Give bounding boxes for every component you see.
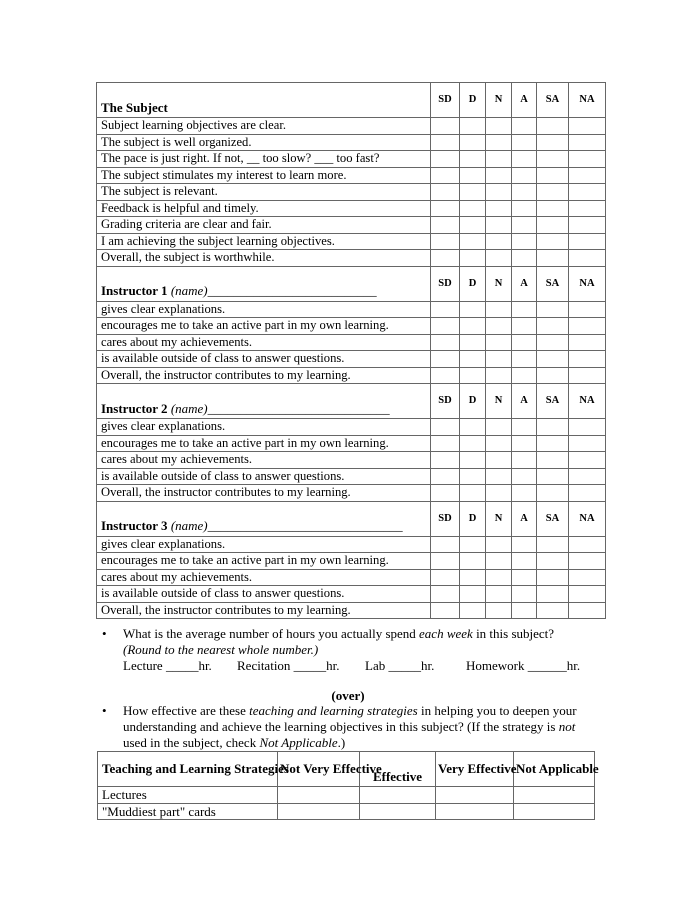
statement-cell: The subject stimulates my interest to learn more. [97, 167, 431, 184]
rating-cell-na[interactable] [569, 452, 606, 469]
section-title-cell [97, 266, 431, 301]
rating-cell-sa[interactable] [537, 452, 569, 469]
section-title-cell [97, 83, 431, 118]
strategies-question-text: How effective are these teaching and learning strategies in helping you to deepen your understanding and achieve the learning objectives in this subject? (If the strategy is not used in the subject, check Not Applicable.) [123, 703, 577, 750]
rating-row [97, 586, 606, 603]
statement-cell: Subject learning objectives are clear. [97, 118, 431, 135]
rating-row [97, 134, 606, 151]
rating-cell-n[interactable] [486, 367, 512, 384]
rating-cell-sa[interactable] [537, 250, 569, 267]
recitation-hours-field[interactable]: Recitation _____hr. [237, 658, 340, 673]
rating-cell-na[interactable] [569, 468, 606, 485]
strategy-rating-cell[interactable] [514, 787, 595, 804]
scale-header-d: D [460, 384, 486, 419]
strategy-rating-cell[interactable] [278, 803, 360, 820]
rating-cell-na[interactable] [569, 419, 606, 436]
rating-cell-na[interactable] [569, 351, 606, 368]
rating-row [97, 250, 606, 267]
rating-row [97, 468, 606, 485]
over-label: (over) [331, 688, 365, 703]
rating-cell-n[interactable] [486, 536, 512, 553]
rating-cell-d[interactable] [460, 233, 486, 250]
rating-cell-a[interactable] [512, 586, 537, 603]
strategy-rating-cell[interactable] [360, 787, 436, 804]
rating-cell-d[interactable] [460, 151, 486, 168]
rating-row [97, 569, 606, 586]
rating-cell-a[interactable] [512, 553, 537, 570]
strategy-row [98, 787, 595, 804]
rating-cell-n[interactable] [486, 233, 512, 250]
strategy-rating-cell[interactable] [360, 803, 436, 820]
rating-cell-a[interactable] [512, 250, 537, 267]
statement-cell: The subject is well organized. [97, 134, 431, 151]
instructor-name-field[interactable]: ____________________________ [207, 400, 390, 416]
section-header-row [97, 266, 606, 301]
lab-hours-field[interactable]: Lab _____hr. [365, 658, 435, 673]
strategy-rating-cell[interactable] [436, 803, 514, 820]
rating-cell-sa[interactable] [537, 134, 569, 151]
scale-header-sd: SD [431, 501, 460, 536]
statement-cell: The pace is just right. If not, __ too slow? ___ too fast? [97, 151, 431, 168]
strategy-row [98, 803, 595, 820]
scale-header-n: N [486, 83, 512, 118]
scale-header-n: N [486, 384, 512, 419]
rating-cell-na[interactable] [569, 151, 606, 168]
instructor-name-label: (name) [170, 283, 208, 298]
rating-cell-n[interactable] [486, 569, 512, 586]
rating-row [97, 419, 606, 436]
statement-cell: Overall, the instructor contributes to my learning. [97, 602, 431, 619]
rating-cell-sa[interactable] [537, 167, 569, 184]
rating-cell-sd[interactable] [431, 167, 460, 184]
section-title: Instructor 1 [101, 283, 168, 298]
scale-header-a: A [512, 384, 537, 419]
rating-cell-d[interactable] [460, 301, 486, 318]
scale-header-a: A [512, 83, 537, 118]
statement-cell: Feedback is helpful and timely. [97, 200, 431, 217]
rating-cell-d[interactable] [460, 118, 486, 135]
statement-cell: Grading criteria are clear and fair. [97, 217, 431, 234]
scale-header-sd: SD [431, 83, 460, 118]
strategies-header-cell: Not Applicable [514, 752, 595, 787]
rating-cell-sa[interactable] [537, 367, 569, 384]
rating-cell-a[interactable] [512, 485, 537, 502]
rating-row [97, 151, 606, 168]
rating-cell-sd[interactable] [431, 602, 460, 619]
rating-cell-d[interactable] [460, 250, 486, 267]
strategy-name-cell: Lectures [98, 787, 278, 804]
bullet-icon: • [102, 703, 107, 718]
rating-cell-na[interactable] [569, 334, 606, 351]
rating-row [97, 301, 606, 318]
rating-cell-n[interactable] [486, 318, 512, 335]
statement-cell: gives clear explanations. [97, 536, 431, 553]
rating-cell-sd[interactable] [431, 118, 460, 135]
rating-cell-d[interactable] [460, 536, 486, 553]
rating-cell-a[interactable] [512, 569, 537, 586]
hours-question-note: (Round to the nearest whole number.) [123, 642, 319, 657]
rating-cell-a[interactable] [512, 301, 537, 318]
rating-cell-sa[interactable] [537, 569, 569, 586]
instructor-name-label: (name) [170, 400, 208, 416]
rating-cell-na[interactable] [569, 536, 606, 553]
statement-cell: encourages me to take an active part in my own learning. [97, 553, 431, 570]
bullet-icon: • [102, 626, 107, 641]
rating-cell-d[interactable] [460, 569, 486, 586]
rating-cell-sa[interactable] [537, 318, 569, 335]
rating-cell-a[interactable] [512, 334, 537, 351]
rating-cell-d[interactable] [460, 134, 486, 151]
rating-cell-a[interactable] [512, 452, 537, 469]
rating-cell-d[interactable] [460, 435, 486, 452]
strategy-rating-cell[interactable] [278, 787, 360, 804]
rating-cell-d[interactable] [460, 167, 486, 184]
rating-cell-sd[interactable] [431, 351, 460, 368]
ratings-table [96, 82, 606, 619]
rating-row [97, 351, 606, 368]
hours-question [102, 626, 602, 678]
rating-cell-a[interactable] [512, 351, 537, 368]
statement-cell: The subject is relevant. [97, 184, 431, 201]
rating-cell-sa[interactable] [537, 468, 569, 485]
rating-row [97, 452, 606, 469]
rating-cell-a[interactable] [512, 602, 537, 619]
scale-header-sa: SA [537, 83, 569, 118]
rating-cell-n[interactable] [486, 184, 512, 201]
rating-row [97, 602, 606, 619]
strategies-header-cell: Not Very Effective [278, 752, 360, 787]
rating-cell-n[interactable] [486, 452, 512, 469]
scale-header-na: NA [569, 266, 606, 301]
rating-cell-sd[interactable] [431, 536, 460, 553]
rating-cell-sd[interactable] [431, 200, 460, 217]
section-title-cell [97, 501, 431, 536]
rating-cell-n[interactable] [486, 419, 512, 436]
rating-cell-a[interactable] [512, 233, 537, 250]
rating-cell-sd[interactable] [431, 586, 460, 603]
statement-cell: I am achieving the subject learning objectives. [97, 233, 431, 250]
instructor-name-field[interactable]: __________________________ [207, 283, 377, 298]
rating-cell-sa[interactable] [537, 586, 569, 603]
scale-header-n: N [486, 501, 512, 536]
section-title-cell [97, 384, 431, 419]
rating-row [97, 233, 606, 250]
rating-row [97, 200, 606, 217]
rating-cell-n[interactable] [486, 435, 512, 452]
rating-cell-n[interactable] [486, 485, 512, 502]
rating-cell-sa[interactable] [537, 485, 569, 502]
strategies-header-cell: Effective [360, 752, 436, 787]
rating-cell-na[interactable] [569, 167, 606, 184]
rating-cell-sd[interactable] [431, 569, 460, 586]
rating-row [97, 367, 606, 384]
section-header-row [97, 384, 606, 419]
rating-cell-na[interactable] [569, 184, 606, 201]
scale-header-d: D [460, 501, 486, 536]
statement-cell: Overall, the subject is worthwhile. [97, 250, 431, 267]
rating-cell-d[interactable] [460, 367, 486, 384]
rating-cell-na[interactable] [569, 553, 606, 570]
statement-cell: Overall, the instructor contributes to my learning. [97, 367, 431, 384]
rating-cell-sd[interactable] [431, 485, 460, 502]
rating-cell-d[interactable] [460, 318, 486, 335]
rating-cell-na[interactable] [569, 200, 606, 217]
lecture-hours-field[interactable]: Lecture _____hr. [123, 658, 212, 673]
hours-question-text: What is the average number of hours you actually spend each week in this subject? (Round to the nearest whole number.) [123, 626, 555, 657]
rating-cell-a[interactable] [512, 318, 537, 335]
rating-cell-n[interactable] [486, 134, 512, 151]
strategies-question [102, 703, 602, 751]
scale-header-d: D [460, 83, 486, 118]
rating-cell-d[interactable] [460, 351, 486, 368]
rating-cell-na[interactable] [569, 301, 606, 318]
rating-cell-n[interactable] [486, 468, 512, 485]
rating-cell-na[interactable] [569, 485, 606, 502]
section-title: The Subject [101, 99, 168, 115]
rating-cell-sd[interactable] [431, 217, 460, 234]
rating-cell-a[interactable] [512, 468, 537, 485]
statement-cell: Overall, the instructor contributes to my learning. [97, 485, 431, 502]
strategies-header-cell: Teaching and Learning Strategies [98, 752, 278, 787]
rating-cell-d[interactable] [460, 184, 486, 201]
scale-header-na: NA [569, 501, 606, 536]
statement-cell: encourages me to take an active part in my own learning. [97, 318, 431, 335]
rating-cell-n[interactable] [486, 334, 512, 351]
rating-cell-a[interactable] [512, 217, 537, 234]
rating-cell-na[interactable] [569, 367, 606, 384]
rating-row [97, 334, 606, 351]
rating-cell-na[interactable] [569, 569, 606, 586]
rating-cell-n[interactable] [486, 351, 512, 368]
rating-cell-a[interactable] [512, 367, 537, 384]
rating-cell-sa[interactable] [537, 151, 569, 168]
rating-cell-sd[interactable] [431, 151, 460, 168]
statement-cell: encourages me to take an active part in my own learning. [97, 435, 431, 452]
rating-cell-a[interactable] [512, 536, 537, 553]
rating-cell-d[interactable] [460, 468, 486, 485]
homework-hours-field[interactable]: Homework ______hr. [466, 658, 581, 673]
strategy-rating-cell[interactable] [514, 803, 595, 820]
rating-cell-sd[interactable] [431, 468, 460, 485]
statement-cell: is available outside of class to answer questions. [97, 586, 431, 603]
rating-cell-sa[interactable] [537, 217, 569, 234]
rating-cell-sa[interactable] [537, 200, 569, 217]
rating-cell-sd[interactable] [431, 553, 460, 570]
rating-cell-na[interactable] [569, 217, 606, 234]
rating-cell-sa[interactable] [537, 334, 569, 351]
rating-row [97, 318, 606, 335]
section-title: Instructor 3 [101, 518, 168, 533]
statement-cell: cares about my achievements. [97, 334, 431, 351]
rating-cell-sa[interactable] [537, 553, 569, 570]
scale-header-a: A [512, 501, 537, 536]
rating-cell-sd[interactable] [431, 233, 460, 250]
rating-cell-d[interactable] [460, 200, 486, 217]
rating-cell-na[interactable] [569, 250, 606, 267]
rating-cell-na[interactable] [569, 118, 606, 135]
rating-cell-na[interactable] [569, 586, 606, 603]
rating-row [97, 485, 606, 502]
scale-header-a: A [512, 266, 537, 301]
rating-cell-d[interactable] [460, 602, 486, 619]
rating-cell-sa[interactable] [537, 184, 569, 201]
strategy-name-cell: "Muddiest part" cards [98, 803, 278, 820]
rating-cell-na[interactable] [569, 134, 606, 151]
scale-header-sa: SA [537, 501, 569, 536]
rating-cell-sa[interactable] [537, 602, 569, 619]
rating-cell-sd[interactable] [431, 334, 460, 351]
rating-cell-sd[interactable] [431, 452, 460, 469]
rating-cell-sd[interactable] [431, 435, 460, 452]
hours-fields [123, 658, 603, 674]
rating-cell-na[interactable] [569, 318, 606, 335]
rating-cell-sd[interactable] [431, 134, 460, 151]
strategies-header-row [98, 752, 595, 787]
rating-cell-na[interactable] [569, 435, 606, 452]
statement-cell: gives clear explanations. [97, 301, 431, 318]
rating-cell-n[interactable] [486, 301, 512, 318]
rating-cell-a[interactable] [512, 167, 537, 184]
rating-cell-a[interactable] [512, 200, 537, 217]
rating-cell-sa[interactable] [537, 435, 569, 452]
scale-header-sa: SA [537, 384, 569, 419]
rating-cell-a[interactable] [512, 134, 537, 151]
rating-cell-a[interactable] [512, 118, 537, 135]
scale-header-d: D [460, 266, 486, 301]
rating-cell-sd[interactable] [431, 250, 460, 267]
rating-cell-n[interactable] [486, 553, 512, 570]
rating-row [97, 553, 606, 570]
rating-cell-n[interactable] [486, 217, 512, 234]
section-header-row [97, 501, 606, 536]
strategies-table [97, 751, 599, 820]
rating-cell-na[interactable] [569, 602, 606, 619]
rating-row [97, 435, 606, 452]
scale-header-sd: SD [431, 384, 460, 419]
scale-header-na: NA [569, 384, 606, 419]
rating-cell-n[interactable] [486, 151, 512, 168]
rating-cell-d[interactable] [460, 334, 486, 351]
rating-row [97, 118, 606, 135]
scale-header-sd: SD [431, 266, 460, 301]
rating-row [97, 167, 606, 184]
rating-cell-sd[interactable] [431, 301, 460, 318]
rating-row [97, 217, 606, 234]
instructor-name-label: (name) [170, 518, 208, 533]
rating-cell-n[interactable] [486, 250, 512, 267]
rating-cell-sa[interactable] [537, 536, 569, 553]
rating-cell-n[interactable] [486, 602, 512, 619]
rating-cell-d[interactable] [460, 217, 486, 234]
strategy-rating-cell[interactable] [436, 787, 514, 804]
instructor-name-field[interactable]: ______________________________ [207, 518, 403, 533]
rating-cell-sa[interactable] [537, 118, 569, 135]
rating-cell-d[interactable] [460, 485, 486, 502]
rating-cell-sa[interactable] [537, 233, 569, 250]
statement-cell: gives clear explanations. [97, 419, 431, 436]
rating-cell-a[interactable] [512, 435, 537, 452]
scale-header-sa: SA [537, 266, 569, 301]
statement-cell: is available outside of class to answer questions. [97, 351, 431, 368]
rating-cell-n[interactable] [486, 586, 512, 603]
section-title: Instructor 2 [101, 400, 168, 416]
scale-header-n: N [486, 266, 512, 301]
rating-cell-sd[interactable] [431, 318, 460, 335]
rating-cell-d[interactable] [460, 452, 486, 469]
rating-cell-sa[interactable] [537, 351, 569, 368]
rating-cell-n[interactable] [486, 118, 512, 135]
rating-cell-n[interactable] [486, 200, 512, 217]
rating-cell-sd[interactable] [431, 184, 460, 201]
statement-cell: cares about my achievements. [97, 452, 431, 469]
rating-cell-a[interactable] [512, 184, 537, 201]
rating-cell-a[interactable] [512, 419, 537, 436]
rating-cell-n[interactable] [486, 167, 512, 184]
section-header-row [97, 83, 606, 118]
rating-cell-a[interactable] [512, 151, 537, 168]
scale-header-na: NA [569, 83, 606, 118]
rating-cell-sd[interactable] [431, 367, 460, 384]
statement-cell: cares about my achievements. [97, 569, 431, 586]
rating-cell-d[interactable] [460, 553, 486, 570]
rating-cell-d[interactable] [460, 419, 486, 436]
rating-cell-d[interactable] [460, 586, 486, 603]
rating-row [97, 536, 606, 553]
rating-cell-sa[interactable] [537, 419, 569, 436]
strategies-header-cell: Very Effective [436, 752, 514, 787]
rating-cell-na[interactable] [569, 233, 606, 250]
rating-cell-sd[interactable] [431, 419, 460, 436]
rating-row [97, 184, 606, 201]
statement-cell: is available outside of class to answer questions. [97, 468, 431, 485]
rating-cell-sa[interactable] [537, 301, 569, 318]
